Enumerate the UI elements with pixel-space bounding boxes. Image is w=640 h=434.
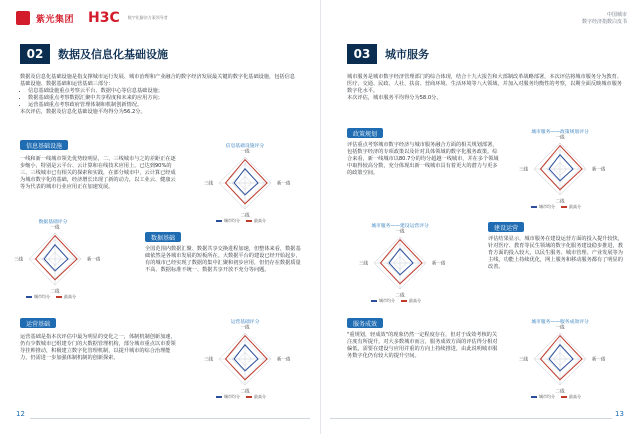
legend-label: 城市均分	[224, 218, 240, 223]
legend-swatch-icon	[216, 220, 222, 222]
legend-swatch-icon	[531, 206, 537, 208]
legend-info-infra	[216, 218, 266, 224]
legend-item	[246, 218, 266, 224]
section-number-badge: 03	[347, 44, 377, 64]
tag-policy-planning: 政策规划	[347, 128, 383, 138]
legend-operation-base	[216, 394, 266, 400]
brand-subtitle: 数字化解决方案领导者	[127, 15, 168, 20]
legend-swatch-icon	[246, 220, 252, 222]
radar-axis-label: 一线	[50, 225, 60, 231]
radar-series-shape	[549, 155, 573, 181]
legend-swatch-icon	[246, 396, 252, 398]
bullet-item: • 信息基础设施重点考察云平台、数据中心等信息基础设施；	[28, 88, 300, 95]
brand-h3c: H3C	[88, 10, 120, 26]
radar-series-shape	[36, 236, 78, 280]
logo-mark-icon	[16, 11, 30, 25]
radar-series-shape	[381, 240, 423, 284]
legend-swatch-icon	[531, 396, 537, 398]
radar-axis-label: 新一线	[592, 167, 605, 173]
brand-name: 紫光集团	[36, 14, 75, 25]
chart-title-service-outcome: 城市服务——服务成效评分	[531, 320, 589, 325]
section-number-badge: 02	[20, 44, 50, 64]
radar-axis-label: 三线	[14, 257, 23, 263]
radar-axis-label: 二线	[555, 199, 565, 204]
legend-swatch-icon	[216, 396, 222, 398]
section-title: 数据及信息化基础设施	[58, 48, 168, 61]
radar-axis-label: 三线	[204, 357, 213, 363]
radar-axis-label: 一线	[240, 149, 250, 155]
chart-title-data-base: 数据基础评分	[38, 220, 68, 225]
footer-rule	[30, 418, 310, 419]
radar-axis-label: 二线	[395, 293, 405, 298]
chart-title-operation-base: 运营基础评分	[230, 320, 260, 325]
chart-title-info-infra: 信息基础设施评分	[225, 144, 265, 149]
legend-label: 最高分	[254, 218, 266, 223]
legend-item	[401, 298, 421, 304]
intro-text: 城市服务是城市数字经济管理部门的综合体现，结合十九大报告和大部制改革战略部署，本次评估将城市服务分为教育、医疗、交通、民政、人社、扶贫、营商环境、生活环境等八大领域，并加入对服务均衡性的考察，以期全面反映城市服务数字化水平。	[347, 74, 622, 94]
legend-item	[531, 204, 555, 210]
radar-series-shape	[226, 336, 268, 380]
page-number-left: 12	[16, 410, 25, 418]
radar-chart-info-infra	[200, 148, 290, 218]
block-text-build-operate: 评估结果显示，城市服务在建设运营方面的投入提升较快，针对医疗、教育等民生领域的数字化服务建设稳步推进，教育方面的投入较大，以民生服务、城市管理、产业发展等为主线，功能上持续优化，网上服务和移动服务都有了明显的改善。	[488, 236, 623, 270]
brand-logo	[16, 10, 168, 26]
report-title-line1: 中国城市	[606, 12, 627, 18]
radar-series-shape	[541, 336, 583, 380]
legend-label: 最高分	[409, 298, 421, 303]
chart-title-build-operate: 城市服务——建设运营评分	[371, 224, 429, 229]
legend-policy-planning	[531, 204, 581, 210]
bullet-list	[20, 88, 300, 109]
radar-chart-build-operate	[355, 228, 445, 298]
section-intro	[347, 74, 622, 102]
radar-axis-label: 一线	[240, 325, 250, 331]
radar-axis-label: 二线	[240, 213, 250, 218]
bullet-item: • 运营基础重点考察政府管理体制和机制创新情况。	[28, 102, 300, 109]
score-summary: 本次评估，数据及信息化基础设施平均得分为56.2分。	[20, 109, 146, 115]
block-text-data-base: 全国范围内数据汇聚、数据共享交换进程加速，但整体来看，数据基础依然是各城市发展的短板所在。大数据平台的建设已经开始起步，有的城市已经实现了数据的集中汇聚和初步应用，但仍存在数据质量不高、数据标准不统一、数据共享开放不充分等问题。	[145, 246, 301, 273]
radar-axis-label: 三线	[519, 167, 528, 173]
legend-label: 最高分	[254, 394, 266, 399]
radar-axis-label: 新一线	[277, 181, 290, 187]
legend-label: 城市均分	[224, 394, 240, 399]
tag-service-outcome: 服务成效	[347, 318, 383, 328]
radar-chart-service-outcome	[515, 324, 605, 394]
legend-swatch-icon	[26, 296, 32, 298]
legend-label: 最高分	[569, 204, 581, 209]
radar-axis-label: 新一线	[432, 261, 445, 267]
radar-chart-data-base	[10, 224, 100, 294]
tag-data-base: 数据基础	[145, 232, 181, 242]
radar-axis-label: 二线	[50, 289, 60, 294]
legend-data-base	[26, 294, 76, 300]
footer-rule	[330, 418, 612, 419]
legend-swatch-icon	[561, 396, 567, 398]
legend-swatch-icon	[401, 300, 407, 302]
radar-axis-label: 新一线	[592, 357, 605, 363]
report-header-right	[582, 12, 627, 26]
radar-axis-label: 一线	[555, 325, 565, 331]
legend-item	[561, 204, 581, 210]
tag-info-infra: 信息基础设施	[20, 140, 68, 150]
legend-item	[56, 294, 76, 300]
chart-title-policy-planning: 城市服务——政策规划评分	[531, 130, 589, 135]
radar-series-shape	[234, 169, 258, 195]
radar-axis-label: 一线	[395, 229, 405, 235]
legend-label: 城市均分	[539, 394, 555, 399]
block-text-policy-planning: 评估重点考察城市数字经济与城市服务融合方面的相关规划部署，包括数字经济的专项政策以及针对具体领域的数字化服务政策。综合来看，新一线城市以80.7分的均分超越一线城市，并在多个领域中取得较高分数，充分体现出新一线城市具有着更大的潜力与更多的政策空间。	[347, 142, 499, 176]
legend-item	[246, 394, 266, 400]
legend-swatch-icon	[561, 206, 567, 208]
tag-operation-base: 运营基础	[20, 318, 56, 328]
radar-axis-label: 三线	[204, 181, 213, 187]
section-intro	[20, 74, 300, 116]
radar-series-shape	[541, 146, 583, 190]
radar-axis-label: 新一线	[87, 257, 100, 263]
radar-axis-label: 三线	[519, 357, 528, 363]
legend-item	[561, 394, 581, 400]
bullet-item: • 数据基础重点考察数据汇聚中共享程度和未来的应用方向；	[28, 95, 300, 102]
radar-series-shape	[549, 345, 573, 371]
section-header-02	[20, 44, 168, 64]
legend-label: 城市均分	[34, 294, 50, 299]
block-text-service-outcome: "重规划，轻成效"的现象仍然一定程度存在，但对于成效考核的关注度有所提升。对大多数城市而言，服务成效方面的评估得分相对偏低，需要在建设与应用并重的方向上持续推进，由此说明城市服务数字化仍有较大的提升空间。	[347, 332, 498, 359]
legend-label: 城市均分	[379, 298, 395, 303]
legend-label: 城市均分	[539, 204, 555, 209]
radar-axis-label: 三线	[359, 261, 368, 267]
legend-item	[216, 218, 240, 224]
section-title: 城市服务	[385, 48, 429, 61]
radar-axis-label: 新一线	[277, 357, 290, 363]
radar-axis-label: 二线	[555, 389, 565, 394]
radar-chart-operation-base	[200, 324, 290, 394]
radar-series-shape	[234, 345, 258, 371]
radar-series-shape	[44, 245, 68, 271]
radar-series-shape	[389, 249, 413, 275]
report-title-line2: 数字经济指数白皮书	[581, 19, 627, 25]
score-summary: 本次评估，城市服务平均得分为58.0分。	[347, 95, 442, 101]
radar-series-shape	[226, 160, 268, 204]
radar-axis-label: 一线	[555, 135, 565, 141]
legend-item	[531, 394, 555, 400]
legend-swatch-icon	[371, 300, 377, 302]
block-text-info-infra: 一线和新一线城市领先优势较明显，二、三线城市与之的差距正在逐步缩小，特别是云平台、云计算和在线技术应用上，已达到90%的三、三线城市已有相关的探索和实践，在部分城市中，云计算已经成为城市数字化的基础，经济增长出现了新的动力，以工业云、健康云等为代表的城市行业应用正在加速发展。	[20, 156, 176, 190]
legend-item	[371, 298, 395, 304]
intro-text: 数据及信息化基础设施是指支撑城市运行发展、城市治理和产业融合的数字经济发展最关键的数字化基础设施，包括信息基础设施、数据基础和运营基础三部分：	[20, 74, 295, 87]
radar-chart-policy-planning	[515, 134, 605, 204]
section-header-03	[347, 44, 429, 64]
page-number-right: 13	[615, 410, 624, 418]
tag-build-operate: 建设运营	[488, 222, 524, 232]
legend-item	[216, 394, 240, 400]
legend-item	[26, 294, 50, 300]
radar-axis-label: 二线	[240, 389, 250, 394]
block-text-operation-base: 运营基础是指本次评估中最为明显的变化之一，体制机制创新加速，仍有少数城市已组建专门的大数据管理机构，部分城市重点以市委领导挂帅推动，积极建立数字化管理机制，以提升城市的综合治理能力，仍需进一步加强体制机制的创新探索。	[20, 334, 176, 361]
legend-service-outcome	[531, 394, 581, 400]
legend-build-operate	[371, 298, 421, 304]
legend-label: 最高分	[64, 294, 76, 299]
legend-label: 最高分	[569, 394, 581, 399]
legend-swatch-icon	[56, 296, 62, 298]
